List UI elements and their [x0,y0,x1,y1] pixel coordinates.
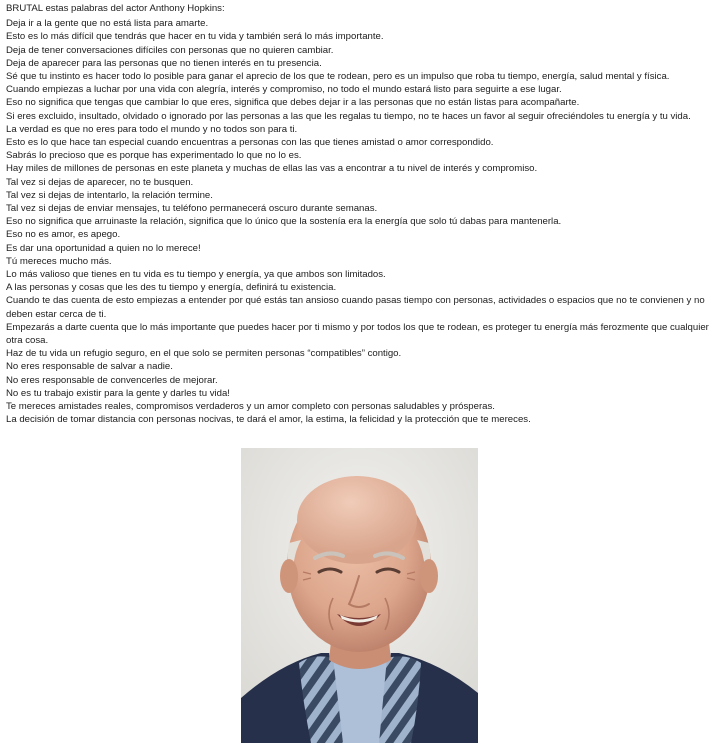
post-line: Tal vez si dejas de enviar mensajes, tu teléfono permanecerá oscuro durante semanas. [6,203,378,215]
post-line: Deja ir a la gente que no está lista para amarte. [6,18,209,30]
post-line: Sé que tu instinto es hacer todo lo posible para ganar el aprecio de los que te rodean, pero es un impulso que roba tu tiempo, energía, salud mental y física. [6,71,670,83]
post-line: Haz de tu vida un refugio seguro, en el que solo se permiten personas “compatibles” contigo. [6,348,402,360]
post-line: Esto es lo que hace tan especial cuando encuentras a personas con las que tienes amistad o amor correspondido. [6,137,494,149]
post-line: Deja de aparecer para las personas que no tienen interés en tu presencia. [6,57,322,69]
portrait-photo [241,448,478,743]
post-line: Deja de tener conversaciones difíciles con personas que no quieren cambiar. [6,44,334,56]
post-line: No es tu trabajo existir para la gente y darles tu vida! [6,387,230,399]
post-line: Sabrás lo precioso que es porque has experimentado lo que no lo es. [6,150,302,162]
post-line: Empezarás a darte cuenta que lo más importante que puedes hacer por ti mismo y por todos los que te rodean, es proteger tu energía más ferozmente que cualquier otra cosa. [6,321,709,347]
post-line: Tú mereces mucho más. [6,255,112,267]
post-line: La verdad es que no eres para todo el mundo y no todos son para ti. [6,123,298,135]
post-line: Eso no es amor, es apego. [6,229,121,241]
post-line: Si eres excluido, insultado, olvidado o ignorado por las personas a las que les regalas tu tiempo, no te haces un favor al seguir ofreciéndoles tu energía y tu vida. [6,110,691,122]
post-line: Es dar una oportunidad a quien no lo merece! [6,242,201,254]
post-line: Tal vez si dejas de aparecer, no te busquen. [6,176,194,188]
post-line: A las personas y cosas que les des tu tiempo y energía, definirá tu existencia. [6,282,337,294]
post-text [6,2,714,427]
post-line: Eso no significa que tengas que cambiar lo que eres, significa que debes dejar ir a las personas que no están listas para acompañarte. [6,97,580,109]
post-line: Lo más valioso que tienes en tu vida es tu tiempo y energía, ya que ambos son limitados. [6,269,386,281]
post-line: La decisión de tomar distancia con personas nocivas, te dará el amor, la estima, la felicidad y la protección que te mereces. [6,414,531,426]
post-line: Cuando te das cuenta de esto empiezas a entender por qué estás tan ansioso cuando pasas tiempo con personas, actividades o espacios que no te convienen y no deben estar cerca de ti. [6,295,705,320]
post-line: No eres responsable de convencerles de mejorar. [6,374,218,386]
post-line: No eres responsable de salvar a nadie. [6,361,173,373]
post-line: Cuando empiezas a luchar por una vida con alegría, interés y compromiso, no todo el mundo estará listo para seguirte a ese lugar. [6,84,562,96]
post-line: Eso no significa que arruinaste la relación, significa que lo único que la sostenía era la energía que solo tú dabas para mantenerla. [6,216,562,228]
post-line: Te mereces amistades reales, compromisos verdaderos y un amor completo con personas saludables y prósperas. [6,401,495,413]
post-title: BRUTAL estas palabras del actor Anthony Hopkins: [6,3,225,14]
post-line: Tal vez si dejas de intentarlo, la relación termine. [6,189,213,201]
post-line: Esto es lo más difícil que tendrás que hacer en tu vida y también será lo más importante. [6,31,384,43]
post-lines [6,17,714,426]
portrait-illustration [241,448,478,743]
post-line: Hay miles de millones de personas en este planeta y muchas de ellas las vas a encontrar a tu nivel de interés y compromiso. [6,163,538,175]
